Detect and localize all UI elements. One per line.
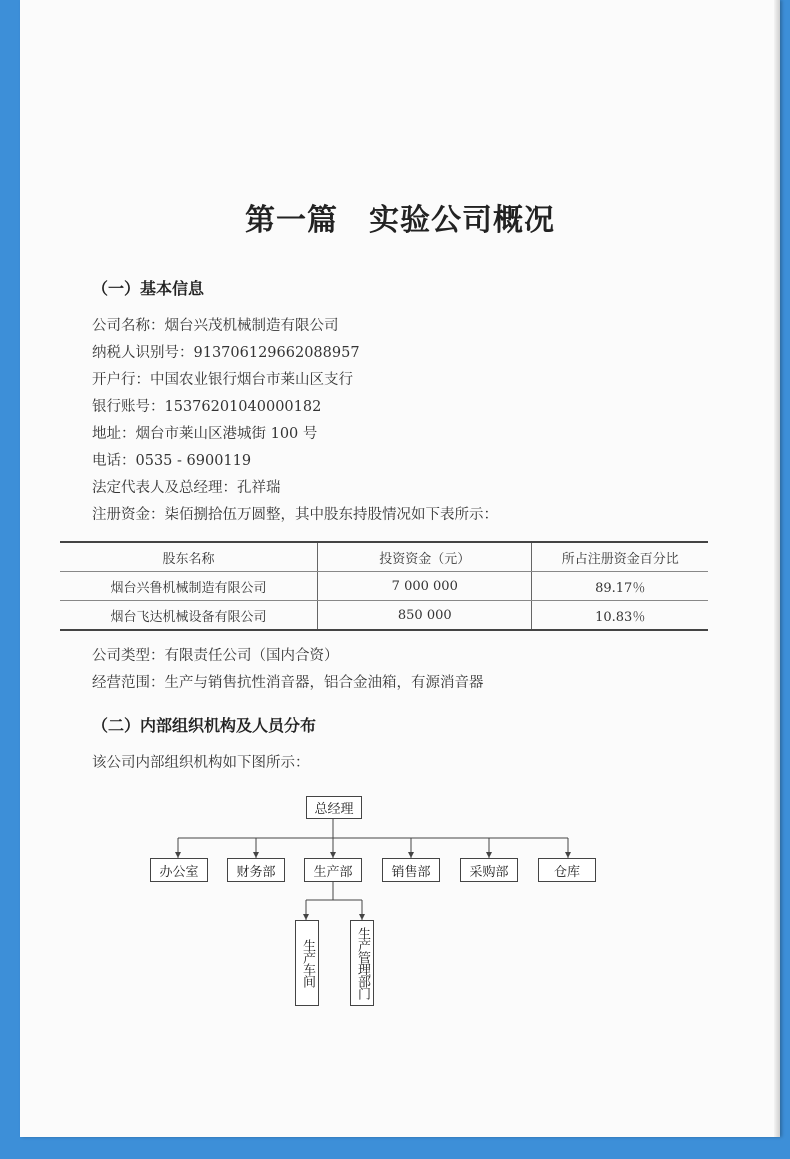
section-heading-basic-info: （一）基本信息	[92, 279, 205, 298]
account-line: 银行账号：15376201040000182	[92, 399, 322, 415]
company-name-line: 公司名称：烟台兴茂机械制造有限公司	[92, 318, 339, 334]
org-node-purchase: 采购部	[460, 858, 518, 882]
table-cell: 10.83％	[595, 609, 646, 625]
table-header-cell: 股东名称	[60, 542, 318, 572]
bank-line: 开户行：中国农业银行烟台市莱山区支行	[92, 372, 353, 388]
capital-line: 注册资金：柒佰捌拾伍万圆整，其中股东持股情况如下表所示：	[92, 507, 498, 523]
table-cell: 89.17％	[532, 572, 708, 601]
table-row	[60, 601, 708, 631]
table-cell: 850 000	[318, 601, 532, 631]
legal-rep-line: 法定代表人及总经理：孔祥瑞	[92, 480, 281, 496]
phone-line: 电话：0535 - 6900119	[92, 453, 252, 469]
table-header-cell: 所占注册资金百分比	[532, 542, 708, 572]
business-scope-line: 经营范围：生产与销售抗性消音器，铝合金油箱，有源消音器	[92, 675, 484, 691]
org-node-workshop: 生产车间	[295, 920, 319, 1006]
org-node-finance: 财务部	[227, 858, 285, 882]
section-heading-org: （二）内部组织机构及人员分布	[92, 716, 317, 735]
page-title: 第一篇 实验公司概况	[245, 203, 555, 238]
table-cell: 7 000 000	[318, 572, 532, 601]
org-node-warehouse: 仓库	[538, 858, 596, 882]
shareholder-table	[60, 541, 708, 631]
table-cell: 烟台兴鲁机械制造有限公司	[60, 572, 318, 601]
org-intro-line: 该公司内部组织机构如下图所示：	[92, 755, 310, 771]
org-node-general-manager: 总经理	[306, 796, 362, 819]
document-page	[20, 0, 780, 1137]
org-node-production: 生产部	[304, 858, 362, 882]
table-row	[60, 572, 708, 601]
org-node-sales: 销售部	[382, 858, 440, 882]
page-edge	[774, 0, 780, 1137]
company-type-line: 公司类型：有限责任公司（国内合资）	[92, 648, 339, 664]
address-line: 地址：烟台市莱山区港城街 100 号	[92, 426, 318, 442]
table-header-row	[60, 542, 708, 572]
table-header-cell: 投资资金（元）	[318, 542, 532, 572]
org-node-office: 办公室	[150, 858, 208, 882]
org-node-production-management: 生产管理部门	[350, 920, 374, 1006]
tax-id-line: 纳税人识别号：913706129662088957	[92, 345, 360, 361]
table-cell: 烟台飞达机械设备有限公司	[60, 601, 318, 631]
